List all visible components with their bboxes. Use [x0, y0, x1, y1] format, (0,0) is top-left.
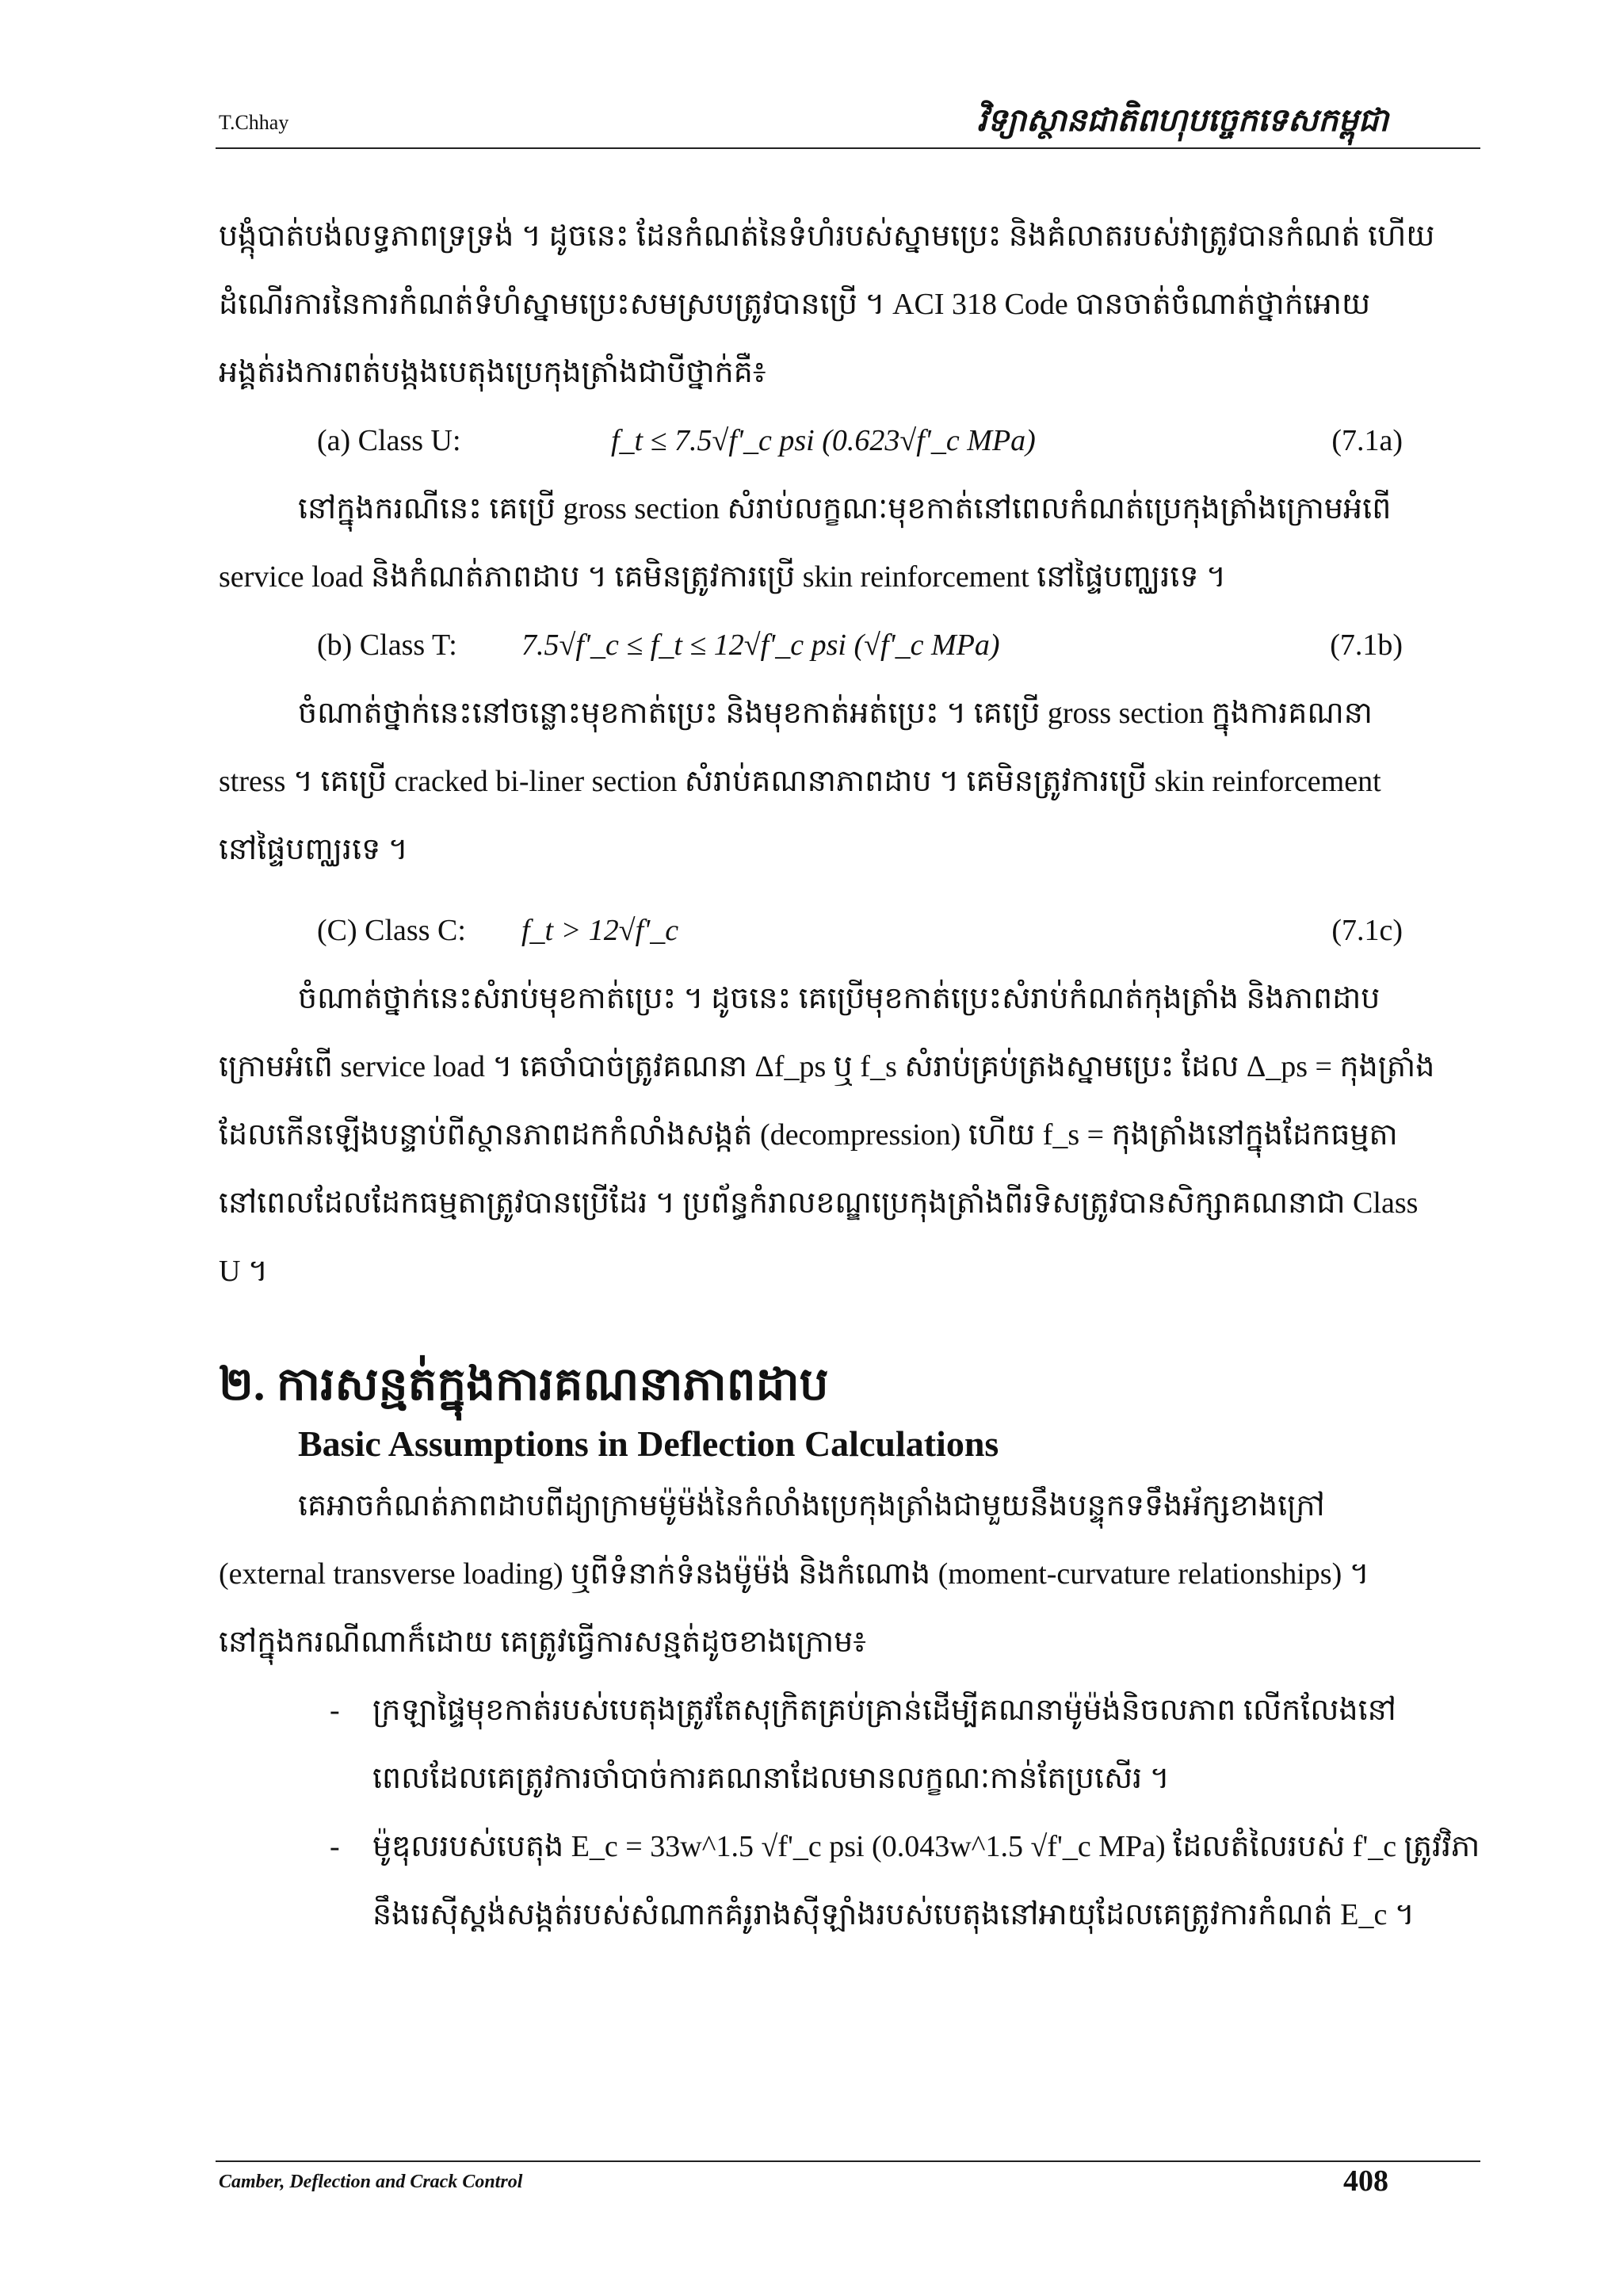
- bullet-item-1: [219, 1676, 1484, 1744]
- equation-7-1c: [219, 896, 1484, 965]
- paragraph-3-line-1: ចំណាត់ថ្នាក់នេះនៅចន្លោះមុខកាត់ប្រេះ និងមុខកាត់អត់ប្រេះ ។ គេប្រើ gross section ក្នុងការគណនា: [298, 697, 1373, 730]
- page-body: [219, 202, 1484, 1949]
- equation-math: f_t ≤ 7.5√f'_c psi (0.623√f'_c MPa): [611, 424, 1036, 457]
- paragraph-4-line-5: U ។: [219, 1255, 268, 1288]
- bullet-text: ក្រឡាផ្ទៃមុខកាត់របស់បេតុងត្រូវតែសុក្រិតគ្រប់គ្រាន់ដើម្បីគណនាម៉ូម៉ង់និចលភាព លើកលែងនៅ: [372, 1694, 1396, 1727]
- equation-number: (7.1b): [1330, 628, 1403, 662]
- equation-label: (b) Class T:: [317, 628, 457, 662]
- equation-7-1a: [219, 407, 1484, 475]
- paragraph-5-line-3: នៅក្នុងករណីណាក៏ដោយ គេត្រូវធ្វើការសន្មត់ដូចខាងក្រោម៖: [219, 1626, 866, 1659]
- section-subtitle: Basic Assumptions in Deflection Calculations: [298, 1423, 999, 1464]
- header-author: T.Chhay: [219, 111, 289, 134]
- paragraph-4-line-3: ដែលកើនឡើងបន្ទាប់ពីស្ថានភាពដកកំលាំងសង្កត់ (decompression) ហើយ f_s = កុងត្រាំងនៅក្នុងដែកធម្មតា: [219, 1118, 1398, 1152]
- equation-number: (7.1a): [1331, 424, 1403, 457]
- equation-label: (C) Class C:: [317, 914, 466, 947]
- paragraph-3-line-2: stress ។ គេប្រើ cracked bi-liner section សំរាប់គណនាភាពដាប ។ គេមិនត្រូវការប្រើ skin reinforcement: [219, 765, 1381, 798]
- section-title: ២. ការសន្មត់ក្នុងការគណនាភាពដាប: [219, 1358, 829, 1410]
- paragraph-1-line-2: ដំណើរការនៃការកំណត់ទំហំស្នាមប្រេះសមស្របត្រូវបានប្រើ ។ ACI 318 Code បានចាត់ចំណាត់ថ្នាក់អោយ: [219, 288, 1371, 321]
- page-number: 408: [1343, 2164, 1388, 2198]
- equation-label: (a) Class U:: [317, 424, 461, 457]
- paragraph-5-line-1: គេអាចកំណត់ភាពដាបពីដ្យាក្រាមម៉ូម៉ង់នៃកំលាំងប្រេកុងត្រាំងជាមួយនឹងបន្ទុកទទឹងអ័ក្សខាងក្រៅ: [298, 1489, 1325, 1522]
- bullet-dash: -: [330, 1694, 340, 1727]
- bullet-item-1-cont: ពេលដែលគេត្រូវការចាំបាច់ការគណនាដែលមានលក្ខណៈកាន់តែប្រសើរ ។: [372, 1762, 1170, 1795]
- bullet-item-2-cont: នឹងរេស៊ីស្តង់សង្កត់របស់សំណាកគំរូរាងស៊ីឡាំងរបស់បេតុងនៅអាយុដែលគេត្រូវការកំណត់ E_c ។: [372, 1898, 1415, 1931]
- paragraph-3-line-3: នៅផ្ទៃបញ្ឈរទេ ។: [219, 833, 408, 866]
- header-rule: [216, 147, 1480, 149]
- bullet-text: ម៉ូឌុលរបស់បេតុង E_c = 33w^1.5 √f'_c psi (0.043w^1.5 √f'_c MPa) ដែលតំលៃរបស់ f'_c ត្រូវវិភា: [372, 1830, 1480, 1863]
- equation-number: (7.1c): [1331, 914, 1403, 947]
- footer-chapter: Camber, Deflection and Crack Control: [219, 2172, 523, 2192]
- bullet-dash: -: [330, 1830, 340, 1863]
- paragraph-2-line-1: នៅក្នុងករណីនេះ គេប្រើ gross section សំរាប់លក្ខណៈមុខកាត់នៅពេលកំណត់ប្រេកុងត្រាំងក្រោមអំពើ: [298, 492, 1392, 525]
- paragraph-1-line-3: អង្គត់រងការពត់បង្កងបេតុងប្រេកុងត្រាំងជាបីថ្នាក់គឺ៖: [219, 356, 766, 389]
- paragraph-1-line-1: បង្កុំបាត់បង់លទ្ធភាពទ្រទ្រង់ ។ ដូចនេះ ដែនកំណត់នៃទំហំរបស់ស្នាមប្រេះ និងគំលាតរបស់វាត្រូវបានកំណត់ ហើយ: [219, 220, 1435, 253]
- paragraph-2-line-2: service load និងកំណត់ភាពដាប ។ គេមិនត្រូវការប្រើ skin reinforcement នៅផ្ទៃបញ្ឈរទេ ។: [219, 560, 1226, 594]
- equation-math: 7.5√f'_c ≤ f_t ≤ 12√f'_c psi (√f'_c MPa): [521, 628, 1000, 662]
- bullet-item-2: [219, 1813, 1484, 1881]
- equation-7-1b: [219, 611, 1484, 679]
- equation-math: f_t > 12√f'_c: [521, 914, 679, 947]
- header-institute: វិទ្យាស្ថានជាតិពហុបច្ចេកទេសកម្ពុជា: [976, 102, 1388, 138]
- footer-rule: [216, 2160, 1480, 2162]
- paragraph-4-line-1: ចំណាត់ថ្នាក់នេះសំរាប់មុខកាត់ប្រេះ ។ ដូចនេះ គេប្រើមុខកាត់ប្រេះសំរាប់កំណត់កុងត្រាំង និងភាពដាប: [298, 982, 1381, 1015]
- paragraph-4-line-4: នៅពេលដែលដែកធម្មតាត្រូវបានប្រើដែរ ។ ប្រព័ន្ធកំរាលខណ្ឌប្រេកុងត្រាំងពីរទិសត្រូវបានសិក្សាគណនាជា Class: [219, 1186, 1419, 1220]
- paragraph-5-line-2: (external transverse loading) ឬពីទំនាក់ទំនងម៉ូម៉ង់ និងកំណោង (moment-curvature relationships) ។: [219, 1557, 1369, 1591]
- paragraph-4-line-2: ក្រោមអំពើ service load ។ គេចាំបាច់ត្រូវគណនា Δf_ps ឬ f_s សំរាប់គ្រប់ត្រងស្នាមប្រេះ ដែល Δ_ps = កុងត្រាំង: [219, 1050, 1435, 1083]
